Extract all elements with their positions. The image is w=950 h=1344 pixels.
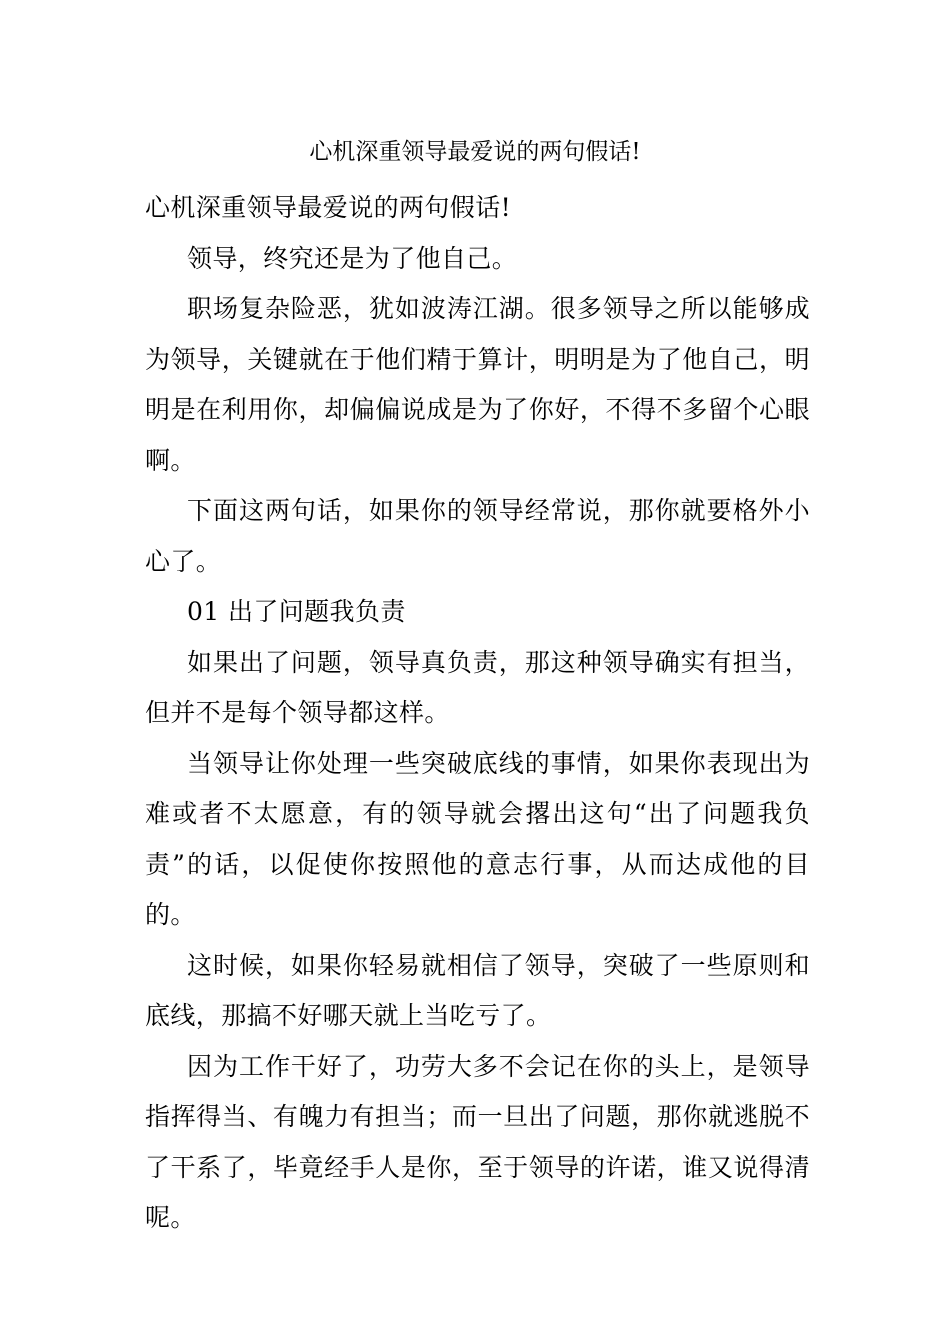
paragraph: 职场复杂险恶，犹如波涛江湖。很多领导之所以能够成为领导，关键就在于他们精于算计，明明是为了他自己，明明是在利用你，却偏偏说成是为了你好，不得不多留个心眼啊。 — [145, 294, 810, 475]
paragraph: 下面这两句话，如果你的领导经常说，那你就要格外小心了。 — [145, 496, 810, 576]
paragraph: 如果出了问题，领导真负责，那这种领导确实有担当，但并不是每个领导都这样。 — [145, 647, 810, 727]
paragraph: 领导，终究还是为了他自己。 — [187, 243, 518, 273]
document-body — [145, 183, 810, 1244]
section-heading: 01 出了问题我负责 — [187, 597, 406, 626]
document-title: 心机深重领导最爱说的两句假话! — [309, 139, 641, 165]
paragraph: 这时候，如果你轻易就相信了领导，突破了一些原则和底线，那搞不好哪天就上当吃亏了。 — [145, 950, 810, 1030]
paragraph: 因为工作干好了，功劳大多不会记在你的头上，是领导指挥得当、有魄力有担当；而一旦出了问题，那你就逃脱不了干系了，毕竟经手人是你，至于领导的许诺，谁又说得清呢。 — [145, 1051, 810, 1232]
body-heading: 心机深重领导最爱说的两句假话! — [145, 193, 512, 222]
paragraph: 当领导让你处理一些突破底线的事情，如果你表现出为难或者不太愿意，有的领导就会撂出这句“出了问题我负责”的话，以促使你按照他的意志行事，从而达成他的目的。 — [145, 748, 810, 929]
